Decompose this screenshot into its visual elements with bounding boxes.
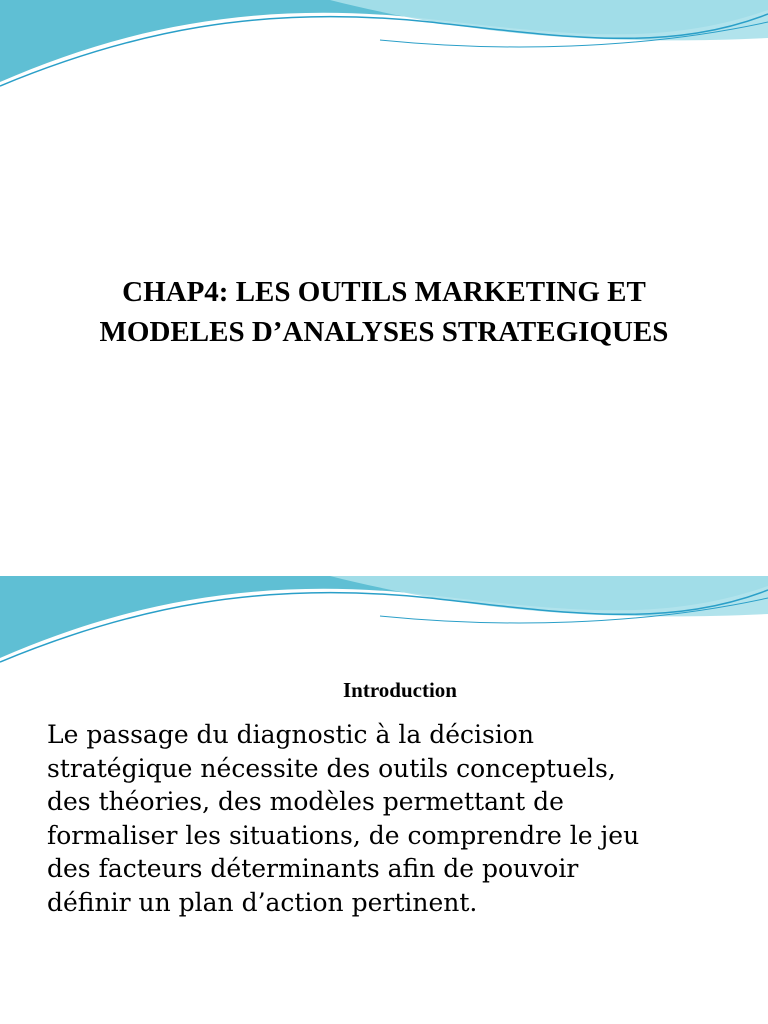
wave-decoration [0, 576, 768, 676]
body-paragraph [47, 718, 747, 919]
body-line: des facteurs déterminants afin de pouvoir [47, 854, 579, 883]
slide-title-text [20, 272, 748, 352]
body-line: Le passage du diagnostic à la décision [47, 720, 534, 749]
title-line: MODELES D’ANALYSES STRATEGIQUES [99, 316, 669, 348]
wave-decoration [0, 0, 768, 100]
slide-introduction [0, 576, 768, 1024]
body-line: formaliser les situations, de comprendre le jeu [47, 820, 640, 850]
body-line: stratégique nécessite des outils conceptuels, [47, 753, 616, 783]
title-line: CHAP4: LES OUTILS MARKETING ET [122, 276, 646, 308]
body-line: définir un plan d’action pertinent. [47, 887, 478, 917]
body-line: des théories, des modèles permettant de [47, 787, 564, 816]
section-heading: Introduction [343, 678, 457, 702]
